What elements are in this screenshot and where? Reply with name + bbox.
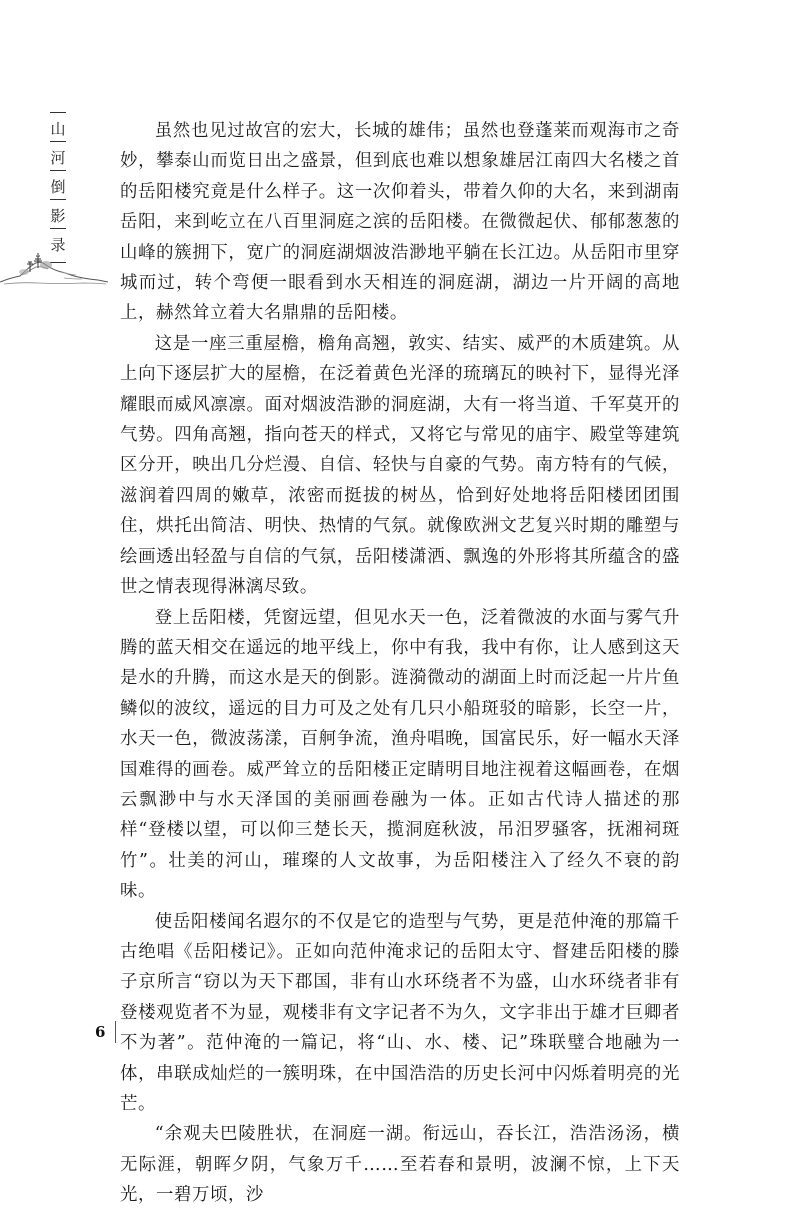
landscape-ink-illustration (0, 238, 108, 288)
paragraph: 这是一座三重屋檐，檐角高翘，敦实、结实、威严的木质建筑。从上向下逐层扩大的屋檐，在泛着黄色光泽的琉璃瓦的映衬下，显得光泽耀眼而威风凛凛。面对烟波浩渺的洞庭湖，大有一将当道、千军莫开的气势。四角高翘，指向苍天的样式，又将它与常见的庙宇、殿堂等建筑区分开，映出几分烂漫、自信、轻快与自豪的气势。南方特有的气候，滋润着四周的嫩草，浓密而挺拔的树丛，恰到好处地将岳阳楼团团围住，烘托出简洁、明快、热情的气氛。就像欧洲文艺复兴时期的雕塑与绘画透出轻盈与自信的气氛，岳阳楼潇洒、飘逸的外形将其所蕴含的盛世之情表现得淋漓尽致。 (120, 333, 680, 598)
paragraph: 虽然也见过故宫的宏大，长城的雄伟；虽然也登蓬莱而观海市之奇妙，攀泰山而览日出之盛景，但到底也难以想象雄居江南四大名楼之首的岳阳楼究竟是什么样子。这一次仰着头，带着久仰的大名，来到湖南岳阳，来到屹立在八百里洞庭之滨的岳阳楼。在微微起伏、郁郁葱葱的山峰的簇拥下，宽广的洞庭湖烟波浩渺地平躺在长江边。从岳阳市里穿城而过，转个弯便一眼看到水天相连的洞庭湖，湖边一片开阔的高地上，赫然耸立着大名鼎鼎的岳阳楼。 (120, 121, 680, 324)
page-number: 6 (95, 1023, 106, 1041)
body-text (120, 116, 680, 1211)
paragraph: 登上岳阳楼，凭窗远望，但见水天一色，泛着微波的水面与雾气升腾的蓝天相交在遥远的地平线上，你中有我，我中有你，让人感到这天是水的升腾，而这水是天的倒影。涟漪微动的湖面上时而泛起一片片鱼鳞似的波纹，遥远的目力可及之处有几只小船斑驳的暗影，长空一片，水天一色，微波荡漾，百舸争流，渔舟唱晚，国富民乐，好一幅水天泽国难得的画卷。威严耸立的岳阳楼正定睛明目地注视着这幅画卷，在烟云飘渺中与水天泽国的美丽画卷融为一体。正如古代诗人描述的那样“登楼以望，可以仰三楚长天，揽洞庭秋波，吊汨罗骚客，抚湘祠斑竹”。壮美的河山，璀璨的人文故事，为岳阳楼注入了经久不衰的韵味。 (120, 607, 680, 902)
running-title-char: 河 (50, 141, 66, 170)
page-footer (95, 1021, 116, 1043)
footer-divider (115, 1021, 116, 1043)
paragraph: 使岳阳楼闻名遐尔的不仅是它的造型与气势，更是范仲淹的那篇千古绝唱《岳阳楼记》。正如向范仲淹求记的岳阳太守、督建岳阳楼的滕子京所言“窃以为天下郡国，非有山水环绕者不为盛，山水环绕者非有登楼观览者不为显，观楼非有文字记者不为久，文字非出于雄才巨卿者不为著”。范仲淹的一篇记，将“山、水、楼、记”珠联璧合地融为一体，串联成灿烂的一簇明珠，在中国浩浩的历史长河中闪烁着明亮的光芒。 (120, 911, 680, 1114)
paragraph: “余观夫巴陵胜状，在洞庭一湖。衔远山，吞长江，浩浩汤汤，横无际涯，朝晖夕阴，气象万千……至若春和景明，波澜不惊，上下天光，一碧万顷，沙 (120, 1124, 680, 1206)
running-title-char: 录 (50, 228, 66, 263)
running-title-char: 山 (50, 112, 66, 141)
running-title-char: 倒 (50, 170, 66, 199)
running-title-char: 影 (50, 199, 66, 228)
